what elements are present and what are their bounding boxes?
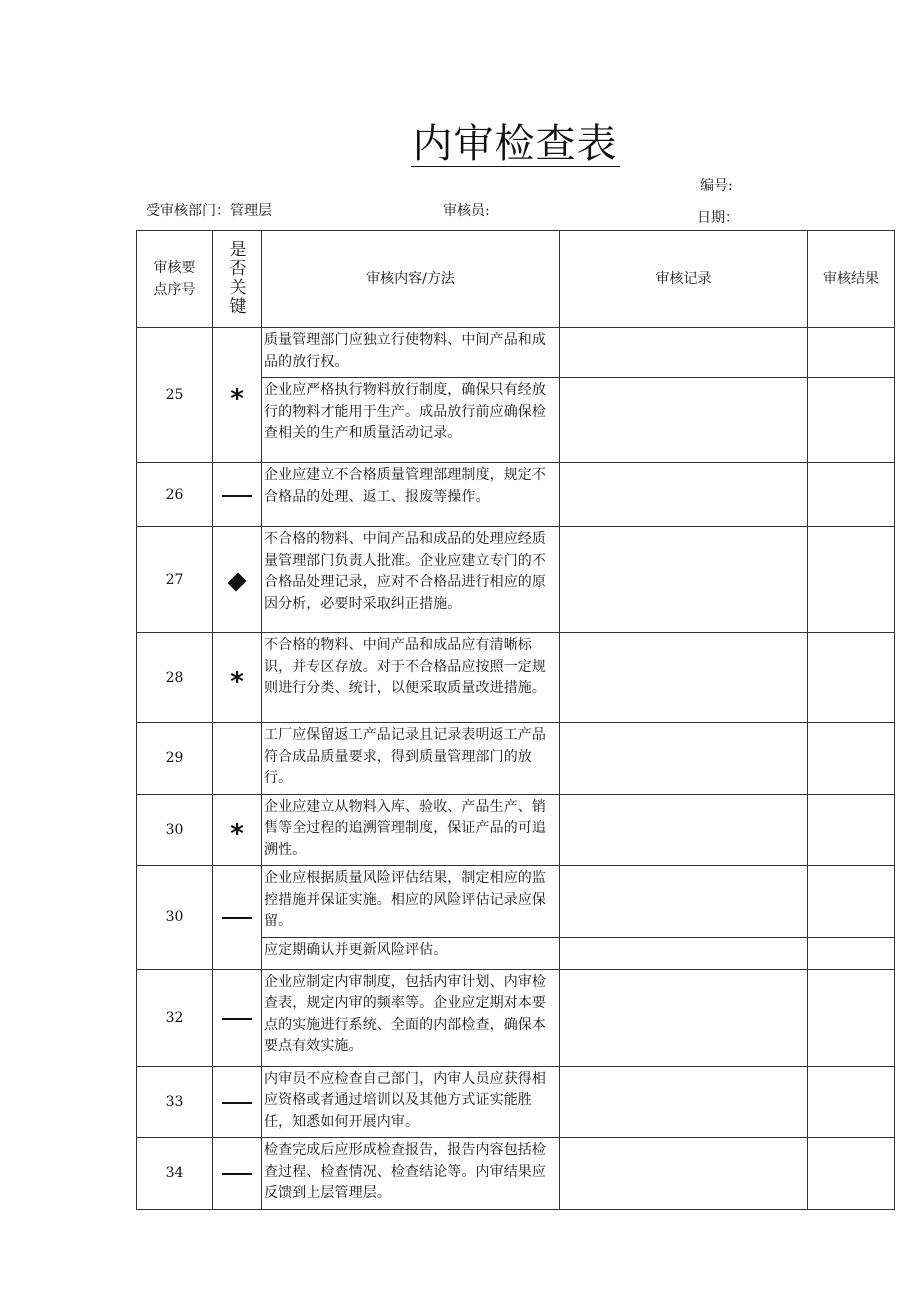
record-cell[interactable]: [560, 969, 808, 1066]
result-cell[interactable]: [808, 463, 895, 527]
table-row: [137, 723, 895, 795]
dash-icon: [222, 1173, 252, 1175]
table-row: [137, 328, 895, 378]
row-seq: 30: [137, 866, 213, 970]
date-label: 日期：: [697, 210, 739, 226]
row-content: 不合格的物料、中间产品和成品的处理应经质量管理部门负责人批准。企业应建立专门的不合格品处理记录，应对不合格品进行相应的原因分析，必要时采取纠正措施。: [262, 527, 560, 633]
table-row: [137, 527, 895, 633]
row-content: 企业应严格执行物料放行制度，确保只有经放行的物料才能用于生产。成品放行前应确保检查相关的生产和质量活动记录。: [262, 378, 560, 463]
record-cell[interactable]: [560, 866, 808, 938]
result-cell[interactable]: [808, 866, 895, 938]
star-icon: *: [230, 666, 244, 697]
header-seq: [137, 231, 213, 328]
header-seq-text: 审核要点序号: [153, 260, 196, 298]
row-content: 内审员不应检查自己部门，内审人员应获得相应资格或者通过培训以及其他方式证实能胜任，知悉如何开展内审。: [262, 1066, 560, 1138]
result-cell[interactable]: [808, 633, 895, 723]
table-row: [137, 969, 895, 1066]
row-content: 企业应建立从物料入库、验收、产品生产、销售等全过程的追溯管理制度，保证产品的可追溯性。: [262, 794, 560, 866]
record-cell[interactable]: [560, 1066, 808, 1138]
diamond-icon: [227, 572, 246, 591]
row-seq: 29: [137, 723, 213, 795]
key-mark-cell: [213, 1138, 262, 1210]
key-mark-cell: [213, 723, 262, 795]
result-cell[interactable]: [808, 328, 895, 378]
record-cell[interactable]: [560, 937, 808, 969]
key-mark-cell: [213, 1066, 262, 1138]
row-content: 企业应制定内审制度，包括内审计划、内审检查表，规定内审的频率等。企业应定期对本要点的实施进行系统、全面的内部检查，确保本要点有效实施。: [262, 969, 560, 1066]
record-cell[interactable]: [560, 794, 808, 866]
row-content: 应定期确认并更新风险评估。: [262, 937, 560, 969]
row-content: 企业应建立不合格质量管理部理制度，规定不合格品的处理、返工、报废等操作。: [262, 463, 560, 527]
star-icon: *: [230, 818, 244, 849]
result-cell[interactable]: [808, 527, 895, 633]
result-cell[interactable]: [808, 794, 895, 866]
row-seq: 34: [137, 1138, 213, 1210]
row-content: 工厂应保留返工产品记录且记录表明返工产品符合成品质量要求，得到质量管理部门的放行。: [262, 723, 560, 795]
key-mark-cell: [213, 794, 262, 866]
record-cell[interactable]: [560, 633, 808, 723]
header-content: 审核内容/方法: [262, 231, 560, 328]
key-mark-cell: [213, 463, 262, 527]
record-cell[interactable]: [560, 527, 808, 633]
table-row: [137, 1138, 895, 1210]
result-cell[interactable]: [808, 937, 895, 969]
table-row: [137, 463, 895, 527]
dash-icon: [222, 917, 252, 919]
table-row: [137, 866, 895, 938]
key-mark-cell: [213, 866, 262, 970]
row-content: 质量管理部门应独立行使物料、中间产品和成品的放行权。: [262, 328, 560, 378]
code-label: 编号:: [700, 178, 733, 194]
header-record: 审核记录: [560, 231, 808, 328]
dash-icon: [222, 1102, 252, 1104]
row-seq: 25: [137, 328, 213, 463]
header-key: [213, 231, 262, 328]
row-seq: 26: [137, 463, 213, 527]
key-mark-cell: [213, 633, 262, 723]
row-seq: 30: [137, 794, 213, 866]
row-content: 检查完成后应形成检查报告，报告内容包括检查过程、检查情况、检查结论等。内审结果应反馈到上层管理层。: [262, 1138, 560, 1210]
record-cell[interactable]: [560, 328, 808, 378]
row-seq: 32: [137, 969, 213, 1066]
header-result: 审核结果: [808, 231, 895, 328]
department-label: 受审核部门：管理层: [146, 203, 272, 219]
table-row: [137, 794, 895, 866]
row-seq: 27: [137, 527, 213, 633]
document-title-text: 内审检查表: [412, 121, 618, 167]
audit-checklist-table: [136, 230, 895, 1210]
table-header-row: [137, 231, 895, 328]
header-key-text: 是否关键: [229, 240, 247, 317]
auditor-label: 审核员:: [443, 203, 490, 219]
record-cell[interactable]: [560, 463, 808, 527]
result-cell[interactable]: [808, 723, 895, 795]
table-row: [137, 633, 895, 723]
result-cell[interactable]: [808, 1138, 895, 1210]
row-seq: 28: [137, 633, 213, 723]
result-cell[interactable]: [808, 1066, 895, 1138]
record-cell[interactable]: [560, 1138, 808, 1210]
result-cell[interactable]: [808, 969, 895, 1066]
key-mark-cell: [213, 328, 262, 463]
row-content: 企业应根据质量风险评估结果，制定相应的监控措施并保证实施。相应的风险评估记录应保留。: [262, 866, 560, 938]
dash-icon: [222, 1018, 252, 1020]
record-cell[interactable]: [560, 723, 808, 795]
row-content: 不合格的物料、中间产品和成品应有清晰标识，并专区存放。对于不合格品应按照一定规则进行分类、统计，以便采取质量改进措施。: [262, 633, 560, 723]
key-mark-cell: [213, 969, 262, 1066]
dash-icon: [222, 495, 252, 497]
key-mark-cell: [213, 527, 262, 633]
record-cell[interactable]: [560, 378, 808, 463]
result-cell[interactable]: [808, 378, 895, 463]
star-icon: *: [230, 384, 244, 414]
table-row: [137, 1066, 895, 1138]
row-seq: 33: [137, 1066, 213, 1138]
document-title: [0, 120, 920, 168]
